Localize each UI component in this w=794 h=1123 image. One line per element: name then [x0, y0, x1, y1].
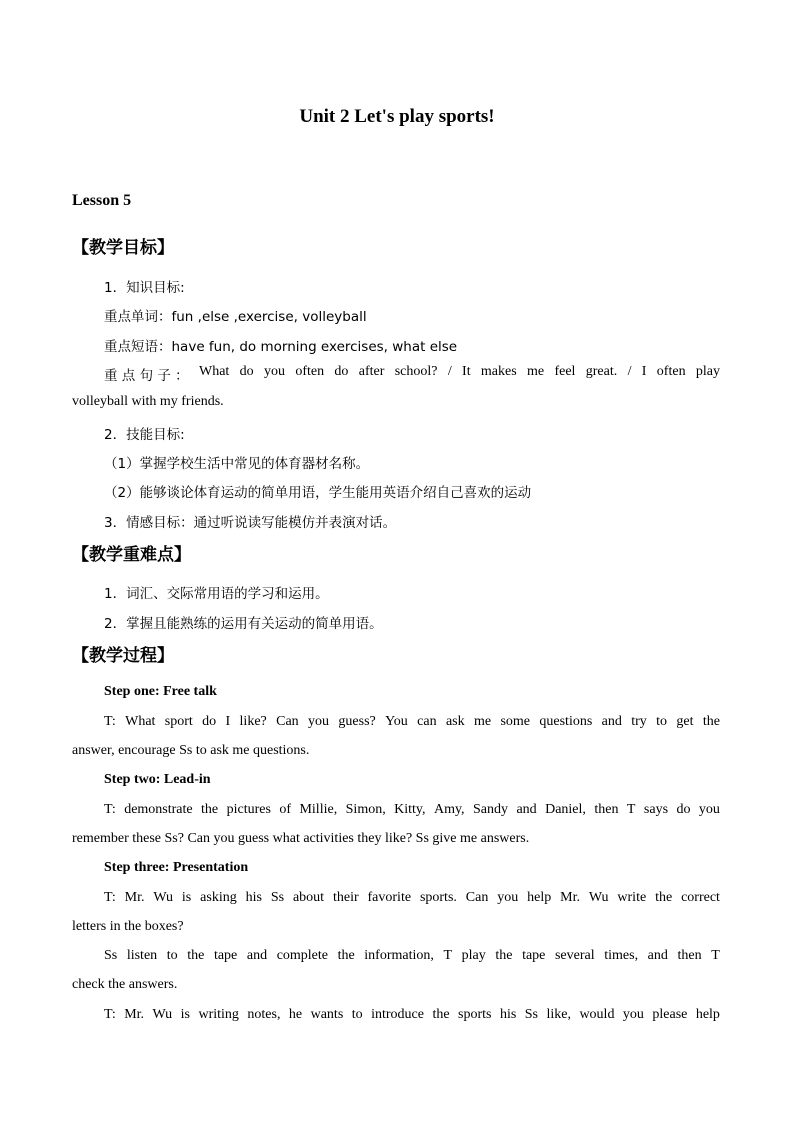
objective-skill-2: （2）能够谈论体育运动的简单用语，学生能用英语介绍自己喜欢的运动 [104, 485, 532, 501]
step-three-line4: check the answers. [72, 977, 178, 992]
justified-line [72, 948, 720, 964]
word: write [617, 890, 647, 905]
word: of [279, 802, 292, 817]
word: the [337, 948, 355, 963]
word: Sandy [473, 802, 508, 817]
word: after [358, 364, 385, 379]
word: the [495, 948, 513, 963]
word: Wu [152, 1007, 173, 1022]
word: great. [585, 364, 618, 379]
word: like? [239, 714, 267, 729]
word: feel [554, 364, 576, 379]
word: me [527, 364, 545, 379]
word: sports [458, 1007, 492, 1022]
word: to [351, 1007, 363, 1022]
word: try [631, 714, 647, 729]
section-heading-key-points: 【教学重难点】 [72, 545, 191, 565]
word: Ss [524, 1007, 538, 1022]
word: the [655, 890, 673, 905]
justified-line [72, 364, 720, 384]
section-heading-objectives: 【教学目标】 [72, 238, 174, 258]
word: school? [394, 364, 438, 379]
word: listen [126, 948, 158, 963]
word: and [246, 948, 268, 963]
step-two-title: Step two: Lead-in [104, 772, 211, 787]
word: sports. [419, 890, 457, 905]
justified-line [72, 1007, 720, 1023]
word: his [499, 1007, 517, 1022]
objective-phrases: 重点短语：have fun, do morning exercises, what else [104, 339, 458, 355]
word: their [332, 890, 359, 905]
word: ask [445, 714, 465, 729]
word: complete [276, 948, 328, 963]
word: correct [681, 890, 720, 905]
word: demonstrate [124, 802, 193, 817]
word: information, [364, 948, 434, 963]
word: you [622, 1007, 644, 1022]
word: T [443, 948, 453, 963]
word: like, [546, 1007, 571, 1022]
objective-emotion: 3．情感目标：通过听说读写能模仿并表演对话。 [104, 515, 397, 531]
word: and [647, 948, 668, 963]
word: T: [104, 802, 116, 817]
section-heading-process: 【教学过程】 [72, 646, 174, 666]
word: he [288, 1007, 303, 1022]
word: pictures [226, 802, 271, 817]
word: I [641, 364, 647, 379]
word: Kitty, [394, 802, 426, 817]
word: do [334, 364, 349, 379]
word: me [474, 714, 492, 729]
word: you [698, 802, 720, 817]
word: would [579, 1007, 615, 1022]
word: do [676, 802, 691, 817]
step-two-line2: remember these Ss? Can you guess what activities they like? Ss give me answers. [72, 831, 530, 846]
word: please [652, 1007, 688, 1022]
word: makes [480, 364, 517, 379]
step-two-line1 [72, 802, 720, 818]
word: writing [198, 1007, 239, 1022]
word: his [245, 890, 262, 905]
word: often [656, 364, 686, 379]
word: the [201, 802, 219, 817]
word: you [263, 364, 285, 379]
word: then [594, 802, 619, 817]
step-three-line5 [72, 1007, 720, 1023]
objective-skill-1: （1）掌握学校生活中常见的体育器材名称。 [104, 456, 370, 472]
word: / [447, 364, 452, 379]
word: you [308, 714, 330, 729]
step-one-line1 [72, 714, 720, 730]
step-three-line2: letters in the boxes? [72, 919, 184, 934]
word: You [385, 714, 408, 729]
word: Simon, [345, 802, 386, 817]
word: T: [104, 1007, 116, 1022]
word: the [432, 1007, 450, 1022]
word: play [461, 948, 486, 963]
word: to [656, 714, 668, 729]
step-three-line1 [72, 890, 720, 906]
word: get [676, 714, 694, 729]
key-point-2: 2．掌握且能熟练的运用有关运动的简单用语。 [104, 616, 383, 632]
word: T [626, 802, 636, 817]
word: can [417, 714, 437, 729]
word: tape [213, 948, 238, 963]
word: favorite [367, 890, 412, 905]
word: sport [164, 714, 193, 729]
objective-skill: 2．技能目标: [104, 427, 185, 443]
word: to [166, 948, 178, 963]
word: T: [104, 890, 116, 905]
objective-knowledge: 1．知识目标: [104, 280, 185, 296]
step-one-title: Step one: Free talk [104, 684, 217, 699]
word: Can [276, 714, 299, 729]
word: Mr. [124, 890, 145, 905]
word: the [702, 714, 720, 729]
word: is [181, 890, 192, 905]
word: notes, [247, 1007, 281, 1022]
justified-line [72, 890, 720, 906]
word: Wu [588, 890, 609, 905]
word: you [497, 890, 519, 905]
word: often [295, 364, 325, 379]
word: Amy, [433, 802, 465, 817]
key-point-1: 1．词汇、交际常用语的学习和运用。 [104, 586, 329, 602]
word: Ss [270, 890, 285, 905]
word: Wu [153, 890, 174, 905]
justified-line [72, 714, 720, 730]
word: and [601, 714, 622, 729]
word: then [677, 948, 702, 963]
word: questions [539, 714, 593, 729]
word: asking [200, 890, 237, 905]
word: help [527, 890, 552, 905]
word: I [225, 714, 231, 729]
lesson-heading: Lesson 5 [72, 192, 132, 209]
word: Ss [104, 948, 118, 963]
word: is [180, 1007, 190, 1022]
word: help [695, 1007, 720, 1022]
document-title: Unit 2 Let's play sports! [299, 106, 495, 127]
objective-sentences-line1 [72, 364, 720, 384]
word: introduce [371, 1007, 424, 1022]
step-three-line3 [72, 948, 720, 964]
word: Mr. [124, 1007, 145, 1022]
word: tape [522, 948, 546, 963]
word: T: [104, 714, 116, 729]
justified-line [72, 802, 720, 818]
word: play [695, 364, 720, 379]
word: Millie, [299, 802, 338, 817]
step-one-line2: answer, encourage Ss to ask me questions. [72, 743, 310, 758]
word: some [500, 714, 531, 729]
word: What [125, 714, 156, 729]
word: about [292, 890, 325, 905]
word: wants [310, 1007, 344, 1022]
word: do [202, 714, 217, 729]
word: and [516, 802, 537, 817]
word: several [554, 948, 595, 963]
word: says [643, 802, 669, 817]
word: What [199, 364, 230, 379]
word: 重 点 句 子 ： [104, 368, 189, 384]
objective-words: 重点单词：fun ,else ,exercise, volleyball [104, 309, 367, 325]
word: do [239, 364, 254, 379]
word: Can [465, 890, 489, 905]
word: It [462, 364, 471, 379]
word: Daniel, [545, 802, 586, 817]
word: the [187, 948, 205, 963]
objective-sentences-line2: volleyball with my friends. [72, 394, 224, 409]
word: times, [604, 948, 639, 963]
word: / [627, 364, 632, 379]
word: T [711, 948, 720, 963]
word: guess? [338, 714, 376, 729]
step-three-title: Step three: Presentation [104, 860, 249, 875]
word: Mr. [560, 890, 580, 905]
